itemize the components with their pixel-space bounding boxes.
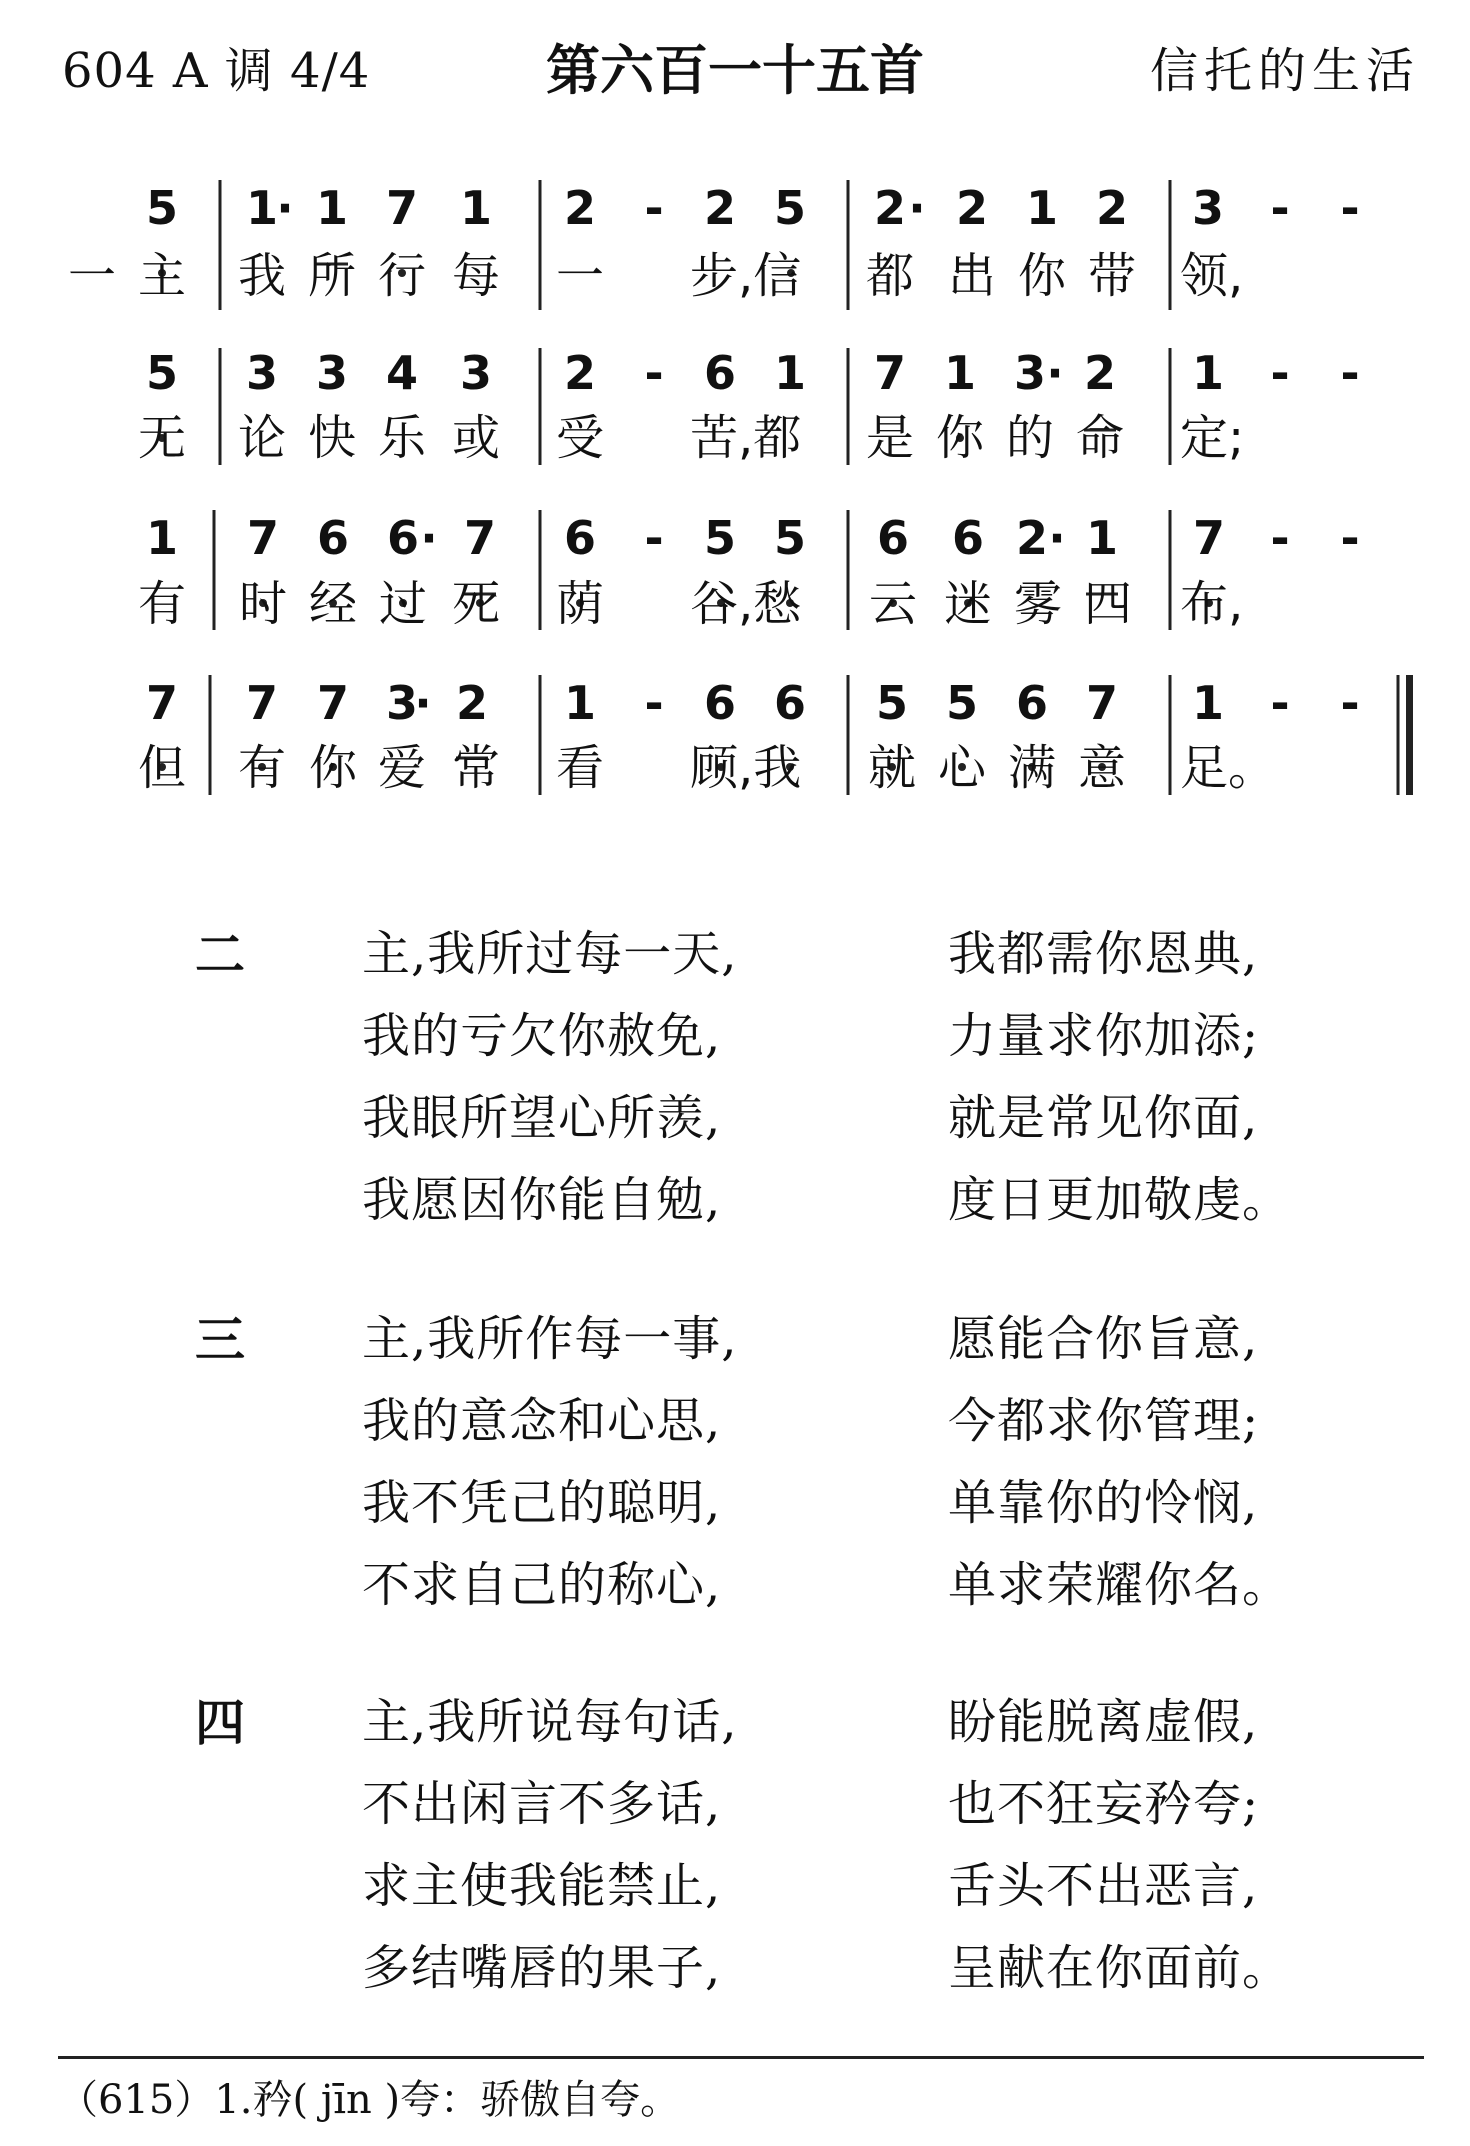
lyric: 顾,我 <box>690 740 802 796</box>
note: 7 <box>385 181 418 235</box>
lyric: 你 <box>935 410 984 466</box>
note: 2 <box>703 181 736 235</box>
verse-line: 单靠你的怜悯, <box>948 1475 1259 1531</box>
verse-line: 舌头不出恶言, <box>948 1858 1259 1914</box>
lyric: 意 <box>1077 740 1126 796</box>
dash: - <box>644 181 664 235</box>
lyric: 死 <box>451 576 500 632</box>
lyric: 苦,都 <box>690 410 802 466</box>
note: 6 <box>951 511 984 565</box>
note: 6 <box>316 511 349 565</box>
lyric: 雾 <box>1013 576 1062 632</box>
lyric: 心 <box>937 740 986 796</box>
lyric: 你 <box>308 740 357 796</box>
note: 7 <box>246 511 279 565</box>
verse-line: 多结嘴唇的果子, <box>362 1940 722 1996</box>
note: 7 <box>873 346 906 400</box>
verse-line: 我愿因你能自勉, <box>362 1172 722 1228</box>
note: 1 <box>1085 511 1118 565</box>
lyric: 看 <box>555 740 604 796</box>
note: 1 <box>1191 676 1224 730</box>
dash: - <box>1270 676 1290 730</box>
lyric: 过 <box>378 576 427 632</box>
lyric: 足。 <box>1180 740 1277 796</box>
dash: - <box>644 511 664 565</box>
note: 1 <box>943 346 976 400</box>
note: 5 <box>703 511 736 565</box>
verse-number: 二 <box>195 926 245 984</box>
note: 5 <box>145 346 178 400</box>
dot: · <box>276 181 294 235</box>
lyric: 都 <box>865 248 914 304</box>
lyric: 爱 <box>377 740 426 796</box>
note: 1 <box>245 181 278 235</box>
dash: - <box>644 346 664 400</box>
verse-line: 不出闲言不多话, <box>362 1776 722 1832</box>
verse-line: 主,我所作每一事, <box>362 1311 738 1367</box>
lyric: 无 <box>137 410 186 466</box>
verse-line: 就是常见你面, <box>948 1090 1259 1146</box>
footnote: （615）1.矜( jīn )夸：骄傲自夸。 <box>58 2077 681 2123</box>
lyric: 但 <box>137 740 186 796</box>
note: 2 <box>1015 511 1048 565</box>
note: 4 <box>385 346 418 400</box>
dash: - <box>1270 346 1290 400</box>
lyric: 受 <box>555 410 604 466</box>
verse-line: 今都求你管理; <box>948 1393 1260 1449</box>
dash: - <box>1340 181 1360 235</box>
verse-line: 主,我所过每一天, <box>362 926 738 982</box>
note: 7 <box>1192 511 1225 565</box>
verse-line: 我都需你恩典, <box>948 926 1259 982</box>
note: 3 <box>245 346 278 400</box>
note: 6 <box>1015 676 1048 730</box>
verse-number: 一 <box>67 248 116 304</box>
note: 6 <box>876 511 909 565</box>
lyric: 乐 <box>377 410 426 466</box>
hymn-subject: 信托的生活 <box>1149 43 1420 99</box>
note: 6 <box>703 346 736 400</box>
jianpu-score <box>0 180 1470 860</box>
verse-line: 主,我所说每句话, <box>362 1694 738 1750</box>
lyric: 是 <box>865 410 914 466</box>
lyric: 时 <box>238 576 287 632</box>
lyric: 所 <box>307 248 356 304</box>
verse-number: 四 <box>195 1694 245 1752</box>
dot: · <box>414 676 432 730</box>
note: 2 <box>563 181 596 235</box>
lyric: 布, <box>1180 576 1244 632</box>
lyric: 的 <box>1005 410 1054 466</box>
note: 2 <box>455 676 488 730</box>
dash: - <box>1340 511 1360 565</box>
verse-line: 呈献在你面前。 <box>948 1940 1292 1996</box>
lyric: 满 <box>1007 740 1056 796</box>
note: 6 <box>563 511 596 565</box>
note: 2 <box>1095 181 1128 235</box>
lyric: 论 <box>237 410 286 466</box>
lyric: 迷 <box>943 576 992 632</box>
lyric: 快 <box>307 410 356 466</box>
note: 6 <box>386 511 419 565</box>
note: 3 <box>385 676 418 730</box>
verse-line: 我眼所望心所羡, <box>362 1090 722 1146</box>
lyric: 有 <box>237 740 286 796</box>
note: 7 <box>1085 676 1118 730</box>
verse-line: 盼能脱离虚假, <box>948 1694 1259 1750</box>
dot: · <box>420 511 438 565</box>
lyric: 带 <box>1087 248 1136 304</box>
lyric: 有 <box>137 576 186 632</box>
lyric: 就 <box>867 740 916 796</box>
lyric: 谷,愁 <box>690 576 802 632</box>
note: 3 <box>459 346 492 400</box>
lyric: 主 <box>137 248 186 304</box>
note: 2 <box>1083 346 1116 400</box>
note: 1 <box>145 511 178 565</box>
verse-line: 也不狂妄矜夸; <box>948 1776 1260 1832</box>
verse-line: 单求荣耀你名。 <box>948 1557 1292 1613</box>
hymn-meta: 604 A 调 4/4 <box>62 43 371 99</box>
lyric: 我 <box>237 248 286 304</box>
note: 6 <box>703 676 736 730</box>
dash: - <box>1270 181 1290 235</box>
lyric: 云 <box>868 576 917 632</box>
verse-line: 愿能合你旨意, <box>948 1311 1259 1367</box>
lyric: 常 <box>451 740 500 796</box>
note: 6 <box>773 676 806 730</box>
lyric: 每 <box>451 248 500 304</box>
note: 2 <box>955 181 988 235</box>
note: 1 <box>1025 181 1058 235</box>
note: 2 <box>873 181 906 235</box>
lyric: 荫 <box>555 576 604 632</box>
note: 7 <box>463 511 496 565</box>
lyric: 领, <box>1180 248 1244 304</box>
lyric: 经 <box>308 576 357 632</box>
note: 2 <box>563 346 596 400</box>
lyric: 你 <box>1017 248 1066 304</box>
note: 3 <box>315 346 348 400</box>
lyric: 四 <box>1083 576 1132 632</box>
note: 5 <box>145 181 178 235</box>
verse-line: 我的意念和心思, <box>362 1393 722 1449</box>
note: 5 <box>875 676 908 730</box>
dash: - <box>1340 346 1360 400</box>
lyric: 步,信 <box>690 248 802 304</box>
dash: - <box>1340 676 1360 730</box>
verse-line: 我不凭己的聪明, <box>362 1475 722 1531</box>
note: 1 <box>1191 346 1224 400</box>
note: 5 <box>773 511 806 565</box>
lyric: 出 <box>947 248 996 304</box>
note: 5 <box>773 181 806 235</box>
lyric: 命 <box>1075 410 1124 466</box>
verse-line: 求主使我能禁止, <box>362 1858 722 1914</box>
dot: · <box>1046 346 1064 400</box>
note: 1 <box>459 181 492 235</box>
dot: · <box>908 181 926 235</box>
note: 3 <box>1013 346 1046 400</box>
verse-line: 力量求你加添; <box>948 1008 1260 1064</box>
note: 7 <box>245 676 278 730</box>
verse-line: 度日更加敬虔。 <box>948 1172 1292 1228</box>
note: 5 <box>945 676 978 730</box>
dot: · <box>1048 511 1066 565</box>
lyric: 行 <box>377 248 426 304</box>
note: 7 <box>316 676 349 730</box>
verse-line: 不求自己的称心, <box>362 1557 722 1613</box>
dash: - <box>644 676 664 730</box>
verse-number: 三 <box>195 1311 245 1369</box>
note: 7 <box>145 676 178 730</box>
note: 3 <box>1191 181 1224 235</box>
hymn-title: 第六百一十五首 <box>546 39 924 102</box>
note: 1 <box>563 676 596 730</box>
lyric: 或 <box>451 410 500 466</box>
lyric: 定; <box>1180 410 1245 466</box>
note: 1 <box>315 181 348 235</box>
footnote-divider <box>58 2056 1424 2059</box>
verse-line: 我的亏欠你赦免, <box>362 1008 722 1064</box>
dash: - <box>1270 511 1290 565</box>
note: 1 <box>773 346 806 400</box>
lyric: 一 <box>555 248 604 304</box>
